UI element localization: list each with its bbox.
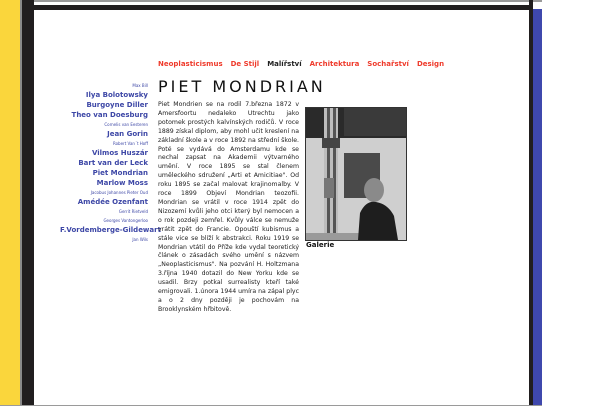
nav-item-2[interactable]: Malířství <box>267 60 302 68</box>
top-nav <box>158 60 452 68</box>
artist-link[interactable]: Gerrit Rietveld <box>118 209 148 214</box>
artist-list <box>60 81 161 244</box>
yellow-band <box>0 0 20 406</box>
artist-link[interactable]: Jan Wils <box>132 237 148 242</box>
nav-item-4[interactable]: Sochařství <box>367 60 409 68</box>
artist-link[interactable]: Amédée Ozenfant <box>77 198 148 206</box>
artist-link[interactable]: Bart van der Leck <box>78 159 148 167</box>
frame-top-black-bar <box>34 5 530 10</box>
artist-link[interactable]: Robert Van´t Hoff <box>113 141 148 146</box>
frame-top-gray-line-right <box>533 0 542 2</box>
nav-item-3[interactable]: Architektura <box>309 60 360 68</box>
artist-link[interactable]: Jacobus Johannes Pieter Oud <box>90 190 148 195</box>
artist-link[interactable]: Georges Vantongerloo <box>103 218 148 223</box>
artist-link[interactable]: Theo van Doesburg <box>71 111 148 119</box>
portrait-photo[interactable] <box>305 107 407 241</box>
artist-link[interactable]: Burgoyne Diller <box>86 101 148 109</box>
page-title: PIET MONDRIAN <box>158 77 326 96</box>
nav-item-1[interactable]: De Stijl <box>230 60 260 68</box>
artist-link[interactable]: Vilmos Huszár <box>91 149 148 157</box>
blue-band <box>533 9 542 406</box>
artist-link[interactable]: F.Vordemberge-Gildewart <box>60 226 161 234</box>
nav-item-5[interactable]: Design <box>416 60 445 68</box>
artist-link[interactable]: Max Bill <box>132 83 148 88</box>
portrait-photo-icon <box>306 108 406 240</box>
frame-top-gray-line <box>34 0 530 2</box>
nav-item-0[interactable]: Neoplasticismus <box>158 60 223 68</box>
biography-text: Piet Mondrien se na rodil 7.března 1872 v Amersfoortu nedaleko Utrechtu jako potomek prostých kalvínských rodičů. V roce 1889 získal diplom, aby mohl učit kreslení na základní škole a v roce 1892 na střední škole. Poté se vydává do Amsterdamu kde se nechal zapsat na Akademii výtvarného umění. V roce 1895 se stal členem uměleckého sdružení „Arti et Amicitiae". Od roku 1895 se začal malovat krajinomalby. V roce 1899 Objeví Mondrian teozofii. Mondrian se vrátil v roce 1914 zpět do Nizozemí kvůli jeho otci který byl nemocen a o rok pozdeji zemřel. Kvůly válce se nemuže vrátit zpět do Francie. Opouští kubismus a stále vice se blíží k abstrakci. Roku 1919 se Mondrian vtátil do Příže kde vydal teoretický článek o zásadách svého umění s názvem „Neoplasticismus". Na pozvání H. Holtzmana 3.října 1940 dotazil do New Yorku kde se usadil. Brzy potkal surrealisty kteří také emigrovali. 1.února 1944 umíra na zápal plyc a o 2 dny později je pochovám na Brooklynském hřbitově. <box>158 101 299 313</box>
artist-link[interactable]: Marlow Moss <box>96 179 148 187</box>
gallery-link[interactable]: Galerie <box>306 241 335 249</box>
artist-link[interactable]: Cornelis van Eesteren <box>104 122 148 127</box>
artist-link[interactable]: Jean Gorin <box>107 130 148 138</box>
artist-link[interactable]: Piet Mondrian <box>92 169 148 177</box>
artist-link[interactable]: Ilya Bolotowsky <box>85 91 148 99</box>
black-band <box>22 0 34 406</box>
